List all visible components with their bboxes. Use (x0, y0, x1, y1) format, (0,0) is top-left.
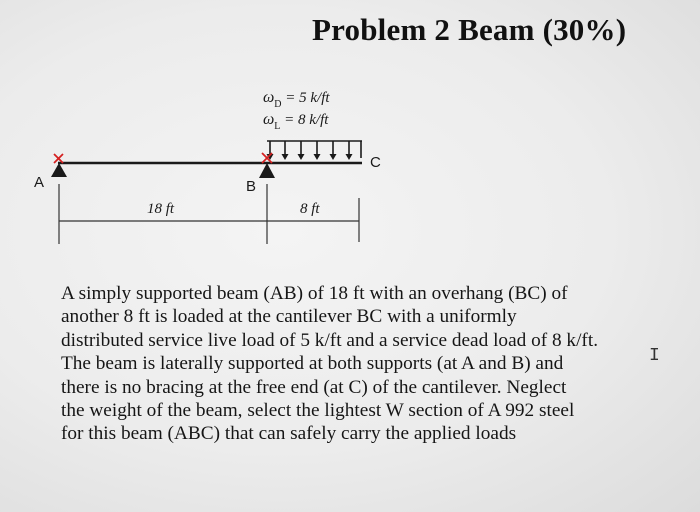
svg-text:ωL = 8 k/ft: $\omega_L = 8$ k/ft (263, 111, 329, 132)
load-arrowheads (267, 154, 353, 160)
statement-line: distributed service live load of 5 k/ft and a service dead load of 8 k/ft. (61, 329, 599, 351)
dead-load-label (263, 89, 330, 110)
statement-line: there is no bracing at the free end (at C) of the cantilever. Neglect (61, 376, 567, 398)
point-a-label: A (34, 174, 45, 191)
statement-line: A simply supported beam (AB) of 18 ft with an overhang (BC) of (61, 283, 568, 304)
statement-line: for this beam (ABC) that can safely carry the applied loads (61, 423, 517, 445)
dimension-ab-label: 18 ft (147, 201, 175, 217)
statement-line: another 8 ft is loaded at the cantilever BC with a uniformly (61, 306, 517, 328)
statement-line: The beam is laterally supported at both supports (at A and B) and (61, 353, 564, 375)
support-a-icon (51, 154, 67, 177)
point-c-label: C (370, 154, 381, 171)
problem-statement (61, 282, 671, 446)
statement-line: the weight of the beam, select the lightest W section of A 992 steel (61, 400, 575, 422)
point-b-label: B (246, 178, 257, 195)
page-title: Problem 2 Beam (30%) (312, 12, 627, 47)
support-b-icon (259, 153, 275, 178)
dimension-bc-label: 8 ft (300, 201, 320, 217)
text-cursor-icon: I (649, 346, 660, 366)
live-load-label (263, 111, 329, 132)
svg-text:ωD = 5 k/ft: $\omega_D = 5$ k/ft (263, 89, 330, 110)
